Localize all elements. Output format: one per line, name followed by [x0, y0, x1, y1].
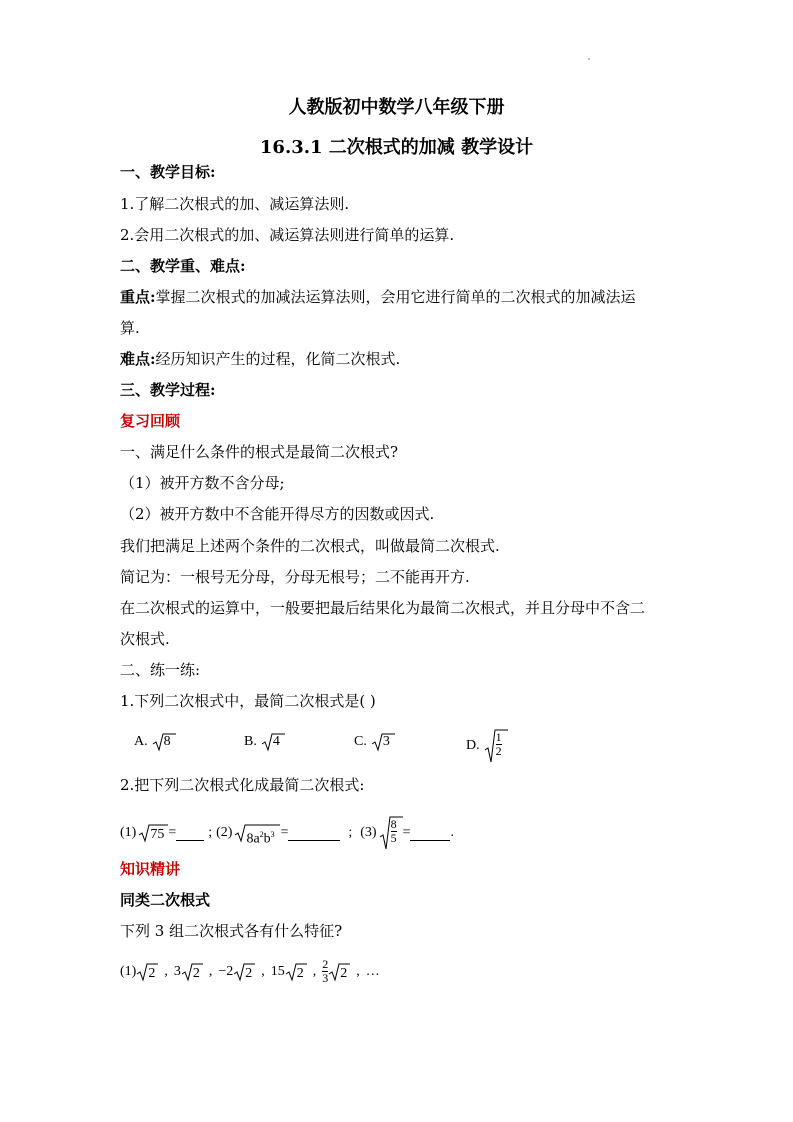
ex3-end: .	[450, 825, 454, 840]
sqrt-sign-icon	[261, 732, 285, 752]
group-1-coef-3: 3	[173, 963, 181, 979]
simplify-exercises	[120, 815, 454, 851]
option-a-label: A.	[134, 734, 148, 749]
sqrt-sign-icon	[379, 815, 403, 851]
ex2-separator: ;	[348, 825, 353, 840]
doc-subtitle: 16.3.1 二次根式的加减 教学设计	[259, 137, 534, 158]
group-1: (1) 2 , 3 2 , −2 2 , 15 2 , $\frac{2}{3}$ 2 , …	[120, 957, 380, 985]
condition-2: （2）被开方数中不含能开得尽方的因数或因式.	[120, 505, 435, 523]
ex2-exp2: 3	[270, 830, 275, 839]
option-a-radicand: 8	[163, 734, 171, 749]
definition: 我们把满足上述两个条件的二次根式，叫做最简二次根式.	[120, 537, 500, 555]
mnemonic: 简记为：一根号无分母，分母无根号；二不能再开方.	[120, 568, 470, 586]
option-c-label: C.	[354, 734, 367, 749]
group-1-radicand: 2	[340, 965, 348, 981]
ex3-answer-blank[interactable]	[410, 826, 450, 841]
group-1-coef-neg2: −2	[218, 963, 234, 979]
ex3-fraction	[391, 818, 397, 845]
group-1-label: (1)	[120, 963, 137, 979]
group-1-radicand: 2	[192, 965, 200, 981]
key-label: 重点:	[120, 288, 156, 306]
ex2-radicand-b: b	[263, 831, 271, 847]
option-c-radicand: 3	[382, 734, 390, 749]
ex1-equals: =	[168, 825, 177, 840]
ex2-equals: =	[280, 825, 289, 840]
goal-1: 1.了解二次根式的加、减运算法则.	[120, 195, 350, 213]
sqrt-sign-icon	[138, 823, 168, 843]
option-d-fraction	[496, 731, 502, 758]
ex2-answer-blank[interactable]	[288, 826, 340, 841]
group-1-radicand: 2	[148, 965, 156, 981]
topic-question: 下列 3 组二次根式各有什么特征?	[120, 922, 343, 940]
sqrt-sign-icon	[285, 962, 307, 982]
option-b-radicand: 4	[272, 734, 280, 749]
section-keypoints: 二、教学重、难点:	[120, 257, 246, 275]
option-d	[466, 728, 508, 764]
heading-knowledge: 知识精讲	[120, 860, 181, 878]
key-point-cont: 算.	[120, 319, 140, 337]
condition-1: （1）被开方数不含分母;	[120, 474, 285, 492]
note-line-1: 在二次根式的运算中，一般要把最后结果化为最简二次根式，并且分母中不含二	[120, 599, 646, 617]
key-text: 掌握二次根式的加减法运算法则，会用它进行简单的二次根式的加减法运	[155, 288, 636, 306]
sqrt-sign-icon	[233, 962, 255, 982]
ex2-radicand	[246, 825, 274, 850]
ex1-label: (1)	[120, 825, 137, 840]
sqrt-sign-icon	[328, 962, 350, 982]
ex3-numerator: 8	[390, 817, 397, 831]
group-1-coef-15: 15	[270, 963, 285, 979]
topic-title: 同类二次根式	[120, 891, 211, 909]
sqrt-sign-icon	[181, 962, 203, 982]
note-line-2: 次根式.	[120, 630, 170, 648]
sqrt-sign-icon	[152, 732, 176, 752]
ex1-separator: ;	[208, 825, 213, 840]
key-point	[120, 287, 636, 307]
ex2-label: (2)	[216, 825, 233, 840]
doc-title: 人教版初中数学八年级下册	[288, 97, 505, 118]
section-process: 三、教学过程:	[120, 381, 216, 399]
option-b-label: B.	[244, 734, 257, 749]
ex3-denominator: 5	[390, 831, 397, 845]
ex2-exp1: 2	[259, 830, 264, 839]
ex3-label: (3)	[360, 825, 377, 840]
review-question: 一、满足什么条件的根式是最简二次根式?	[120, 443, 399, 461]
difficult-point	[120, 349, 400, 369]
diff-text: 经历知识产生的过程，化简二次根式.	[155, 350, 401, 368]
sqrt-sign-icon	[371, 732, 395, 752]
option-b	[244, 732, 285, 752]
option-d-numerator: 1	[495, 730, 502, 744]
option-d-denominator: 2	[495, 744, 502, 758]
practice-q2: 2.把下列二次根式化成最简二次根式:	[120, 776, 365, 794]
heading-review: 复习回顾	[120, 412, 181, 430]
diff-label: 难点:	[120, 350, 156, 368]
scan-dot	[588, 58, 590, 60]
group-1-frac-num: 2	[322, 957, 329, 971]
ex1-answer-blank[interactable]	[176, 826, 204, 841]
option-a	[134, 732, 176, 752]
group-1-radicand: 2	[245, 965, 253, 981]
group-1-radicand: 2	[296, 965, 304, 981]
option-c	[354, 732, 395, 752]
group-1-ellipsis: …	[365, 963, 380, 979]
sqrt-sign-icon	[136, 962, 158, 982]
practice-heading: 二、练一练:	[120, 661, 201, 679]
goal-2: 2.会用二次根式的加、减运算法则进行简单的运算.	[120, 226, 455, 244]
ex1-radicand: 75	[150, 827, 165, 842]
group-1-frac-den: 3	[322, 971, 329, 985]
sqrt-sign-icon	[234, 823, 280, 847]
ex3-equals: =	[402, 825, 411, 840]
ex2-radicand-a: 8a	[246, 831, 260, 847]
section-goals: 一、教学目标:	[120, 163, 216, 181]
option-d-label: D.	[466, 738, 480, 753]
choice-options	[120, 728, 680, 768]
sqrt-sign-icon	[484, 728, 508, 764]
practice-q1: 1.下列二次根式中，最简二次根式是( )	[120, 692, 376, 710]
